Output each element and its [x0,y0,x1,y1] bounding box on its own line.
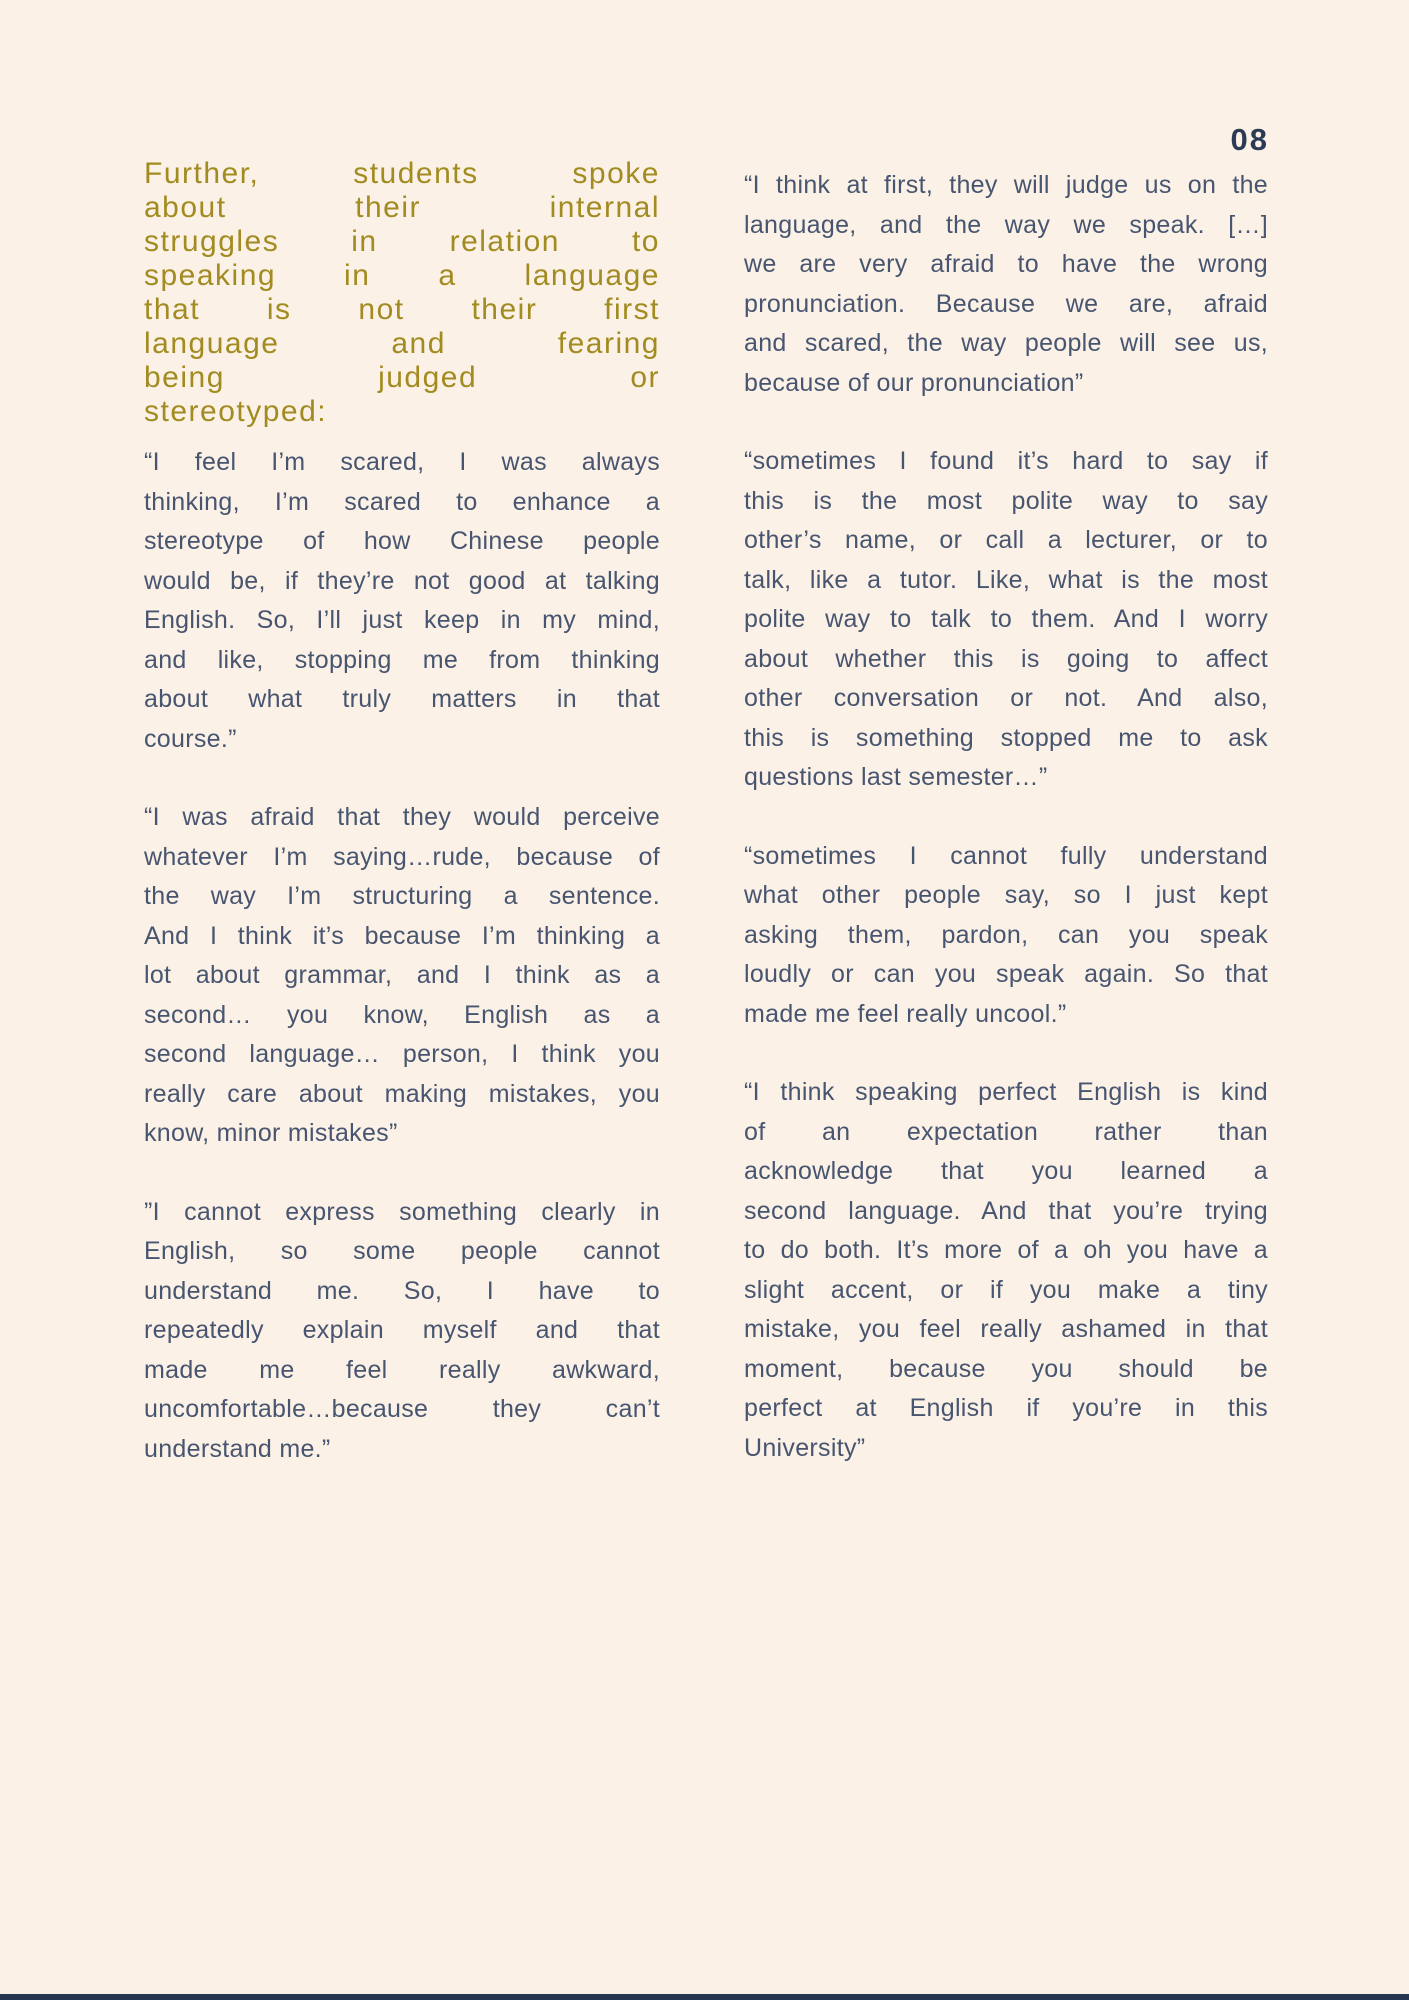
text-line: about whether this is going to affect [744,644,1268,673]
text-line: this is the most polite way to say [744,486,1268,515]
text-line: we are very afraid to have the wrong [744,250,1268,278]
text-line: moment, because you should be [744,1354,1268,1383]
text-line: mistake, you feel really ashamed in that [744,1315,1268,1343]
quote-paragraph [144,1193,660,1470]
text-line: talk, like a tutor. Like, what is the most [744,565,1268,594]
text-line: stereotype of how Chinese people [144,527,660,555]
text-line: about what truly matters in that [144,685,660,713]
text-line: really care about making mistakes, you [144,1079,660,1108]
text-line: made me feel really uncool.” [744,999,1067,1028]
text-line: understand me. So, I have to [144,1276,660,1305]
section-heading [144,157,660,429]
text-line: “sometimes I cannot fully understand [744,841,1268,870]
text-line: understand me.” [144,1434,331,1463]
text-line: loudly or can you speak again. So that [744,960,1268,988]
text-line: language, and the way we speak. […] [744,210,1268,239]
text-line: other conversation or not. And also, [744,684,1268,712]
quote-paragraph [744,166,1268,403]
text-line: and scared, the way people will see us, [744,329,1268,357]
text-line: what other people say, so I just kept [744,881,1268,909]
text-line: ”I cannot express something clearly in [144,1197,660,1226]
quote-paragraph [744,1073,1268,1468]
text-line: thinking, I’m scared to enhance a [144,487,660,516]
page-number: 08 [1230,122,1269,157]
text-line: asking them, pardon, can you speak [744,920,1268,949]
text-line: stereotyped: [144,395,328,428]
text-line: about their internal [144,191,660,224]
text-line: And I think it’s because I’m thinking a [144,921,660,950]
text-line: repeatedly explain myself and that [144,1316,660,1344]
text-line: English, so some people cannot [144,1237,660,1265]
text-line: “I feel I’m scared, I was always [144,448,660,476]
text-line: and like, stopping me from thinking [144,645,660,674]
text-line: course.” [144,724,237,753]
text-line: “I think speaking perfect English is kind [744,1078,1268,1106]
text-line: other’s name, or call a lecturer, or to [744,526,1268,554]
left-column-quotes [144,443,660,1469]
text-line: made me feel really awkward, [144,1355,660,1384]
text-line: “I think at first, they will judge us on the [744,171,1268,199]
text-line: uncomfortable…because they can’t [144,1395,660,1423]
text-line: language and fearing [144,327,660,360]
text-line: would be, if they’re not good at talking [144,566,660,595]
text-line: that is not their first [144,293,660,326]
left-column [144,157,660,1508]
text-line: pronunciation. Because we are, afraid [744,289,1268,318]
text-line: know, minor mistakes” [144,1119,398,1147]
text-line: polite way to talk to them. And I worry [744,605,1268,633]
text-line: Further, students spoke [144,157,660,190]
text-line: perfect at English if you’re in this [744,1394,1268,1422]
text-line: speaking in a language [144,259,660,292]
text-line: “sometimes I found it’s hard to say if [744,447,1268,475]
text-line: acknowledge that you learned a [744,1157,1268,1185]
text-line: this is something stopped me to ask [744,723,1268,752]
text-line: second… you know, English as a [144,1000,660,1029]
text-line: University” [744,1433,866,1462]
text-line: of an expectation rather than [744,1117,1268,1146]
quote-paragraph [744,837,1268,1035]
text-line: English. So, I’ll just keep in my mind, [144,606,660,634]
text-line: “I was afraid that they would perceive [144,803,660,831]
right-column-quotes [744,166,1268,1468]
text-line: slight accent, or if you make a tiny [744,1275,1268,1304]
text-line: the way I’m structuring a sentence. [144,882,660,910]
text-line: whatever I’m saying…rude, because of [144,842,660,871]
right-column [744,166,1268,1507]
text-line: struggles in relation to [144,225,660,258]
text-line: because of our pronunciation” [744,368,1084,397]
quote-paragraph [144,443,660,759]
text-line: to do both. It’s more of a oh you have a [744,1236,1268,1264]
quote-paragraph [144,798,660,1154]
text-line: lot about grammar, and I think as a [144,961,660,989]
text-line: second language. And that you’re trying [744,1196,1268,1225]
text-line: second language… person, I think you [144,1040,660,1068]
quote-paragraph [744,442,1268,798]
text-line: being judged or [144,361,660,394]
text-line: questions last semester…” [744,763,1048,791]
footer-bar [0,1994,1409,2000]
